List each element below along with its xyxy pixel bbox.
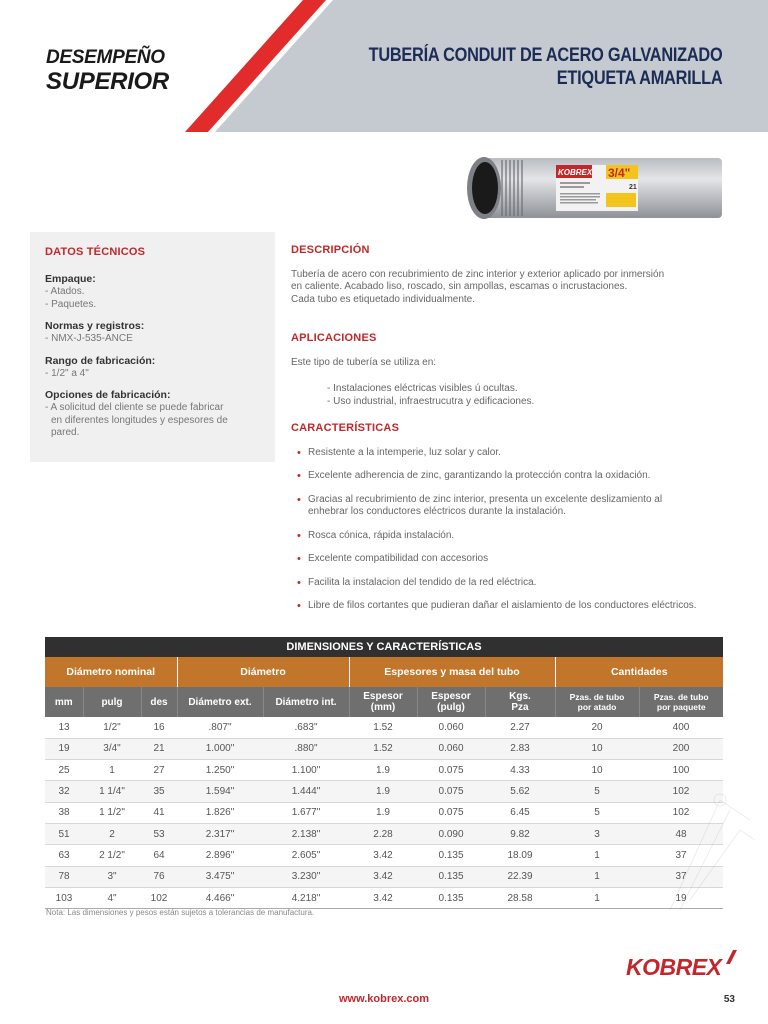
brand-mark-icon — [726, 950, 738, 972]
table-cell: 0.135 — [417, 845, 485, 866]
table-cell: 0.060 — [417, 717, 485, 738]
content-column — [291, 244, 731, 624]
feature-item: • Facilita la instalacion del tendido de la red eléctrica. — [291, 577, 731, 590]
table-cell: 2.896" — [177, 845, 263, 866]
spec-label: Empaque: — [45, 273, 96, 285]
table-cell: 4.33 — [485, 760, 555, 781]
table-cell: 1 — [83, 760, 141, 781]
table-cell: 0.090 — [417, 823, 485, 844]
spec-line: pared. — [51, 427, 80, 438]
table-cell: 25 — [45, 760, 83, 781]
table-cell: 3.42 — [349, 845, 417, 866]
table-cell: 1 — [555, 845, 639, 866]
spec-label: Rango de fabricación: — [45, 354, 156, 367]
spec-label: Normas y registros: — [45, 320, 145, 332]
table-cell: 0.075 — [417, 781, 485, 802]
table-cell: 41 — [141, 802, 177, 823]
table-note: Nota: Las dimensiones y pesos están sujetos a tolerancias de manufactura. — [46, 908, 315, 917]
feature-item: • Gracias al recubrimiento de zinc interior, presenta un excelente deslizamiento al enhebrar los conductores eléctricos durante la instalación. — [291, 494, 731, 519]
table-cell: 3 — [555, 823, 639, 844]
column-header: mm — [45, 687, 83, 717]
table-cell: 19 — [639, 887, 723, 908]
table-cell: 0.135 — [417, 887, 485, 908]
table-cell: 3/4" — [83, 738, 141, 759]
table-cell: 20 — [555, 717, 639, 738]
conduit-pipe-image — [466, 155, 724, 221]
title-line2: ETIQUETA AMARILLA — [556, 68, 722, 89]
label-size: 3/4" — [608, 166, 631, 180]
table-cell: 1.250" — [177, 760, 263, 781]
table-cell: 16 — [141, 717, 177, 738]
column-header: pulg — [83, 687, 141, 717]
description-text — [291, 269, 731, 307]
description-line: en caliente. Acabado liso, roscado, sin ampollas, escamas o incrustaciones. — [291, 281, 628, 292]
table-cell: 2 1/2" — [83, 845, 141, 866]
dimensions-table — [45, 637, 723, 909]
feature-item: • Excelente compatibilidad con accesorios — [291, 553, 731, 566]
group-header: Diámetro — [177, 657, 349, 687]
table-cell: .683" — [263, 717, 349, 738]
features-heading: CARACTERÍSTICAS — [291, 422, 400, 434]
table-cell: 1.9 — [349, 760, 417, 781]
column-header: Kgs. Pza — [485, 687, 555, 717]
technical-data-panel — [30, 232, 275, 462]
applications-heading: APLICACIONES — [291, 332, 377, 344]
table-cell: 10 — [555, 760, 639, 781]
feature-item: • Rosca cónica, rápida instalación. — [291, 530, 731, 543]
table-cell: 0.075 — [417, 802, 485, 823]
table-cell: 4.466" — [177, 887, 263, 908]
label-code: 21 — [629, 184, 637, 191]
column-header: Pzas. de tubo por paquete — [639, 687, 723, 717]
table-cell: 28.58 — [485, 887, 555, 908]
table-cell: 1.594" — [177, 781, 263, 802]
table-cell: 1 — [555, 887, 639, 908]
spec-line: - Atados. — [45, 286, 85, 297]
website-link[interactable]: www.kobrex.com — [338, 993, 430, 1005]
table-cell: 32 — [45, 781, 83, 802]
table-cell: 51 — [45, 823, 83, 844]
group-header: Espesores y masa del tubo — [349, 657, 555, 687]
features-list — [291, 447, 731, 613]
table-cell: 1.100" — [263, 760, 349, 781]
table-cell: 100 — [639, 760, 723, 781]
table-cell: 48 — [639, 823, 723, 844]
table-cell: 1.444" — [263, 781, 349, 802]
column-header: des — [141, 687, 177, 717]
table-cell: 6.45 — [485, 802, 555, 823]
label-brand: KOBREX — [558, 168, 593, 177]
table-cell: 10 — [555, 738, 639, 759]
table-cell: 2.317" — [177, 823, 263, 844]
table-cell: 9.82 — [485, 823, 555, 844]
table-cell: 63 — [45, 845, 83, 866]
table-cell: 76 — [141, 866, 177, 887]
table-cell: 1 1/4" — [83, 781, 141, 802]
table-row — [45, 823, 723, 844]
applications-intro: Este tipo de tubería se utiliza en: — [291, 356, 437, 368]
table-cell: 38 — [45, 802, 83, 823]
table-cell: 400 — [639, 717, 723, 738]
column-header: Diámetro int. — [263, 687, 349, 717]
spec-packaging — [45, 273, 260, 311]
table-cell: 37 — [639, 866, 723, 887]
column-header: Espesor (mm) — [349, 687, 417, 717]
table-row — [45, 887, 723, 908]
table-cell: 19 — [45, 738, 83, 759]
table-title: DIMENSIONES Y CARACTERÍSTICAS — [45, 637, 723, 657]
table-cell: 103 — [45, 887, 83, 908]
feature-item: • Libre de filos cortantes que pudieran dañar el aislamiento de los conductores eléctricos. — [291, 600, 731, 613]
table-cell: 0.060 — [417, 738, 485, 759]
table-row — [45, 866, 723, 887]
table-row — [45, 760, 723, 781]
table-cell: 0.135 — [417, 866, 485, 887]
table-row — [45, 781, 723, 802]
spec-line: - 1/2" a 4" — [45, 367, 89, 379]
table-cell: 64 — [141, 845, 177, 866]
group-header: Diámetro nominal — [45, 657, 177, 687]
table-cell: 5.62 — [485, 781, 555, 802]
description-heading: DESCRIPCIÓN — [291, 244, 370, 256]
spec-options — [45, 389, 260, 440]
technical-data-heading: DATOS TÉCNICOS — [45, 246, 146, 258]
table-cell: 1.677" — [263, 802, 349, 823]
table-cell: 18.09 — [485, 845, 555, 866]
spec-line: en diferentes longitudes y espesores de — [51, 414, 228, 426]
table-cell: 2.138" — [263, 823, 349, 844]
table-cell: 2.27 — [485, 717, 555, 738]
feature-item: • Resistente a la intemperie, luz solar y calor. — [291, 447, 731, 460]
table-cell: 102 — [141, 887, 177, 908]
table-cell: .807" — [177, 717, 263, 738]
table-row — [45, 717, 723, 738]
title-line1: TUBERÍA CONDUIT DE ACERO GALVANIZADO — [368, 45, 722, 66]
table-body — [45, 717, 723, 909]
application-item: - Instalaciones eléctricas visibles ú ocultas. — [327, 383, 518, 394]
spec-label: Opciones de fabricación: — [45, 389, 171, 401]
kobrex-logo — [626, 950, 738, 982]
table-cell: 1.000" — [177, 738, 263, 759]
group-header: Cantidades — [555, 657, 723, 687]
table-cell: 1.9 — [349, 802, 417, 823]
description-line: Tubería de acero con recubrimiento de zinc interior y exterior aplicado por inmersión — [291, 268, 665, 280]
table-cell: 53 — [141, 823, 177, 844]
column-header: Diámetro ext. — [177, 687, 263, 717]
table-cell: 1 — [555, 866, 639, 887]
table-cell: 21 — [141, 738, 177, 759]
spec-line: - Paquetes. — [45, 298, 97, 310]
table-row — [45, 738, 723, 759]
page-number: 53 — [723, 994, 735, 1005]
table-cell: 35 — [141, 781, 177, 802]
table-cell: 78 — [45, 866, 83, 887]
column-header: Pzas. de tubo por atado — [555, 687, 639, 717]
table-cell: 102 — [639, 781, 723, 802]
table-cell: 37 — [639, 845, 723, 866]
table-cell: 3.475" — [177, 866, 263, 887]
decorative-lineart-icon — [660, 780, 760, 920]
table-cell: 2.28 — [349, 823, 417, 844]
feature-item: • Excelente adherencia de zinc, garantizando la protección contra la oxidación. — [291, 470, 731, 483]
brand-name: KOBREX — [626, 954, 722, 980]
table-cell: 200 — [639, 738, 723, 759]
table-cell: 5 — [555, 802, 639, 823]
table-cell: 3.42 — [349, 866, 417, 887]
table-cell: 2 — [83, 823, 141, 844]
table-cell: 22.39 — [485, 866, 555, 887]
table-cell: .880" — [263, 738, 349, 759]
table-cell: 3.42 — [349, 887, 417, 908]
table-cell: 0.075 — [417, 760, 485, 781]
application-item: - Uso industrial, infraestrucutra y edificaciones. — [327, 395, 535, 407]
table-cell: 102 — [639, 802, 723, 823]
table-cell: 1.52 — [349, 717, 417, 738]
slogan — [46, 48, 169, 94]
table-cell: 1.9 — [349, 781, 417, 802]
table-cell: 4" — [83, 887, 141, 908]
page-title — [368, 44, 722, 90]
table-cell: 4.218" — [263, 887, 349, 908]
slogan-line1: DESEMPEÑO — [46, 47, 165, 68]
spec-line: - NMX-J-535-ANCE — [45, 333, 133, 344]
table-cell: 1.826" — [177, 802, 263, 823]
table-cell: 13 — [45, 717, 83, 738]
table-cell: 3.230" — [263, 866, 349, 887]
spec-range — [45, 355, 260, 381]
table-cell: 1.52 — [349, 738, 417, 759]
spec-line: - A solicitud del cliente se puede fabricar — [45, 402, 224, 413]
table-cell: 2.605" — [263, 845, 349, 866]
table-cell: 2.83 — [485, 738, 555, 759]
table-cell: 3" — [83, 866, 141, 887]
slogan-line2: SUPERIOR — [46, 68, 169, 95]
table-cell: 1/2" — [83, 717, 141, 738]
column-header: Espesor (pulg) — [417, 687, 485, 717]
table-cell: 27 — [141, 760, 177, 781]
table-cell: 5 — [555, 781, 639, 802]
table-row — [45, 802, 723, 823]
spec-standards — [45, 320, 260, 346]
table-cell: 1 1/2" — [83, 802, 141, 823]
table-row — [45, 845, 723, 866]
description-line: Cada tubo es etiquetado individualmente. — [291, 293, 476, 305]
